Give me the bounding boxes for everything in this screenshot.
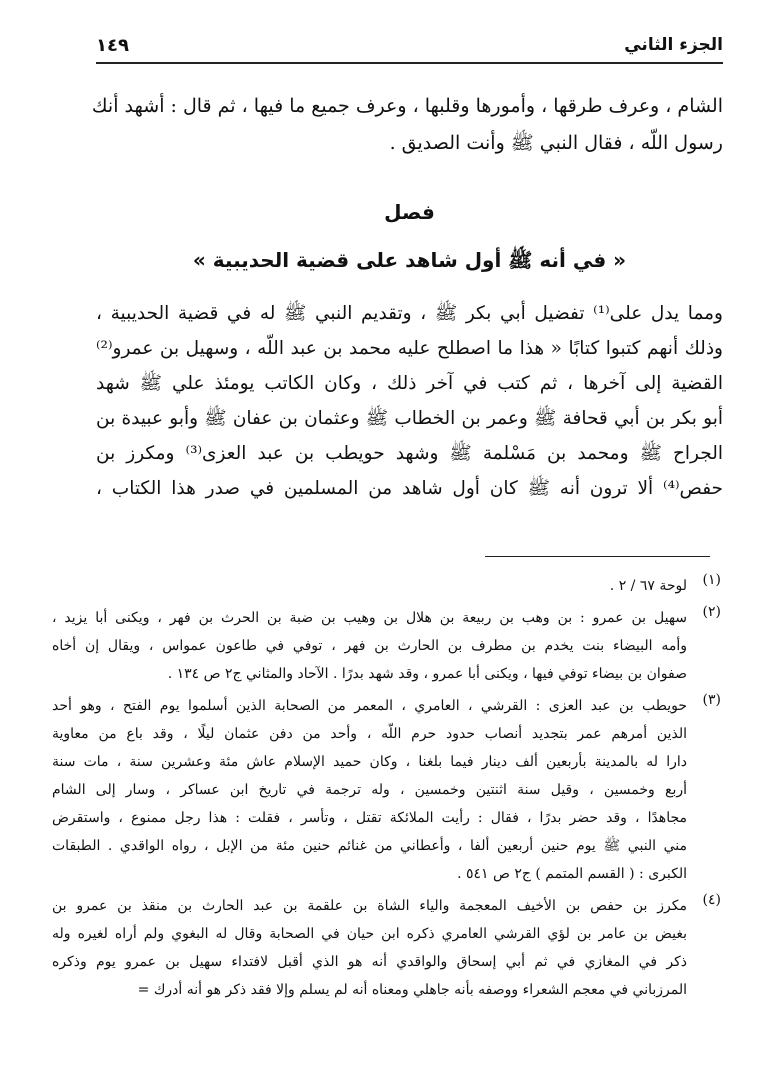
footnote-separator [485, 556, 710, 557]
footnote-line: مجاهدًا ، وقد حضر بدرًا ، فقال : رأيت الملائكة تقتل ، وتأسر ، فقلت : هذا رجل ممنوع ، واستقرض [52, 810, 687, 826]
text-line: حفص⁽⁴⁾ ألا ترون أنه ﷺ كان أول شاهد من المسلمين في صدر هذا الكتاب ، [96, 478, 723, 499]
footnote-line: دارا له بالمدينة بأربعين ألف دينار فيما بلغنا ، وكان حميد الإسلام عاش مئة وعشرين سنة ، مات سنة [52, 754, 687, 770]
footnote-line: ذكر في المغازي في ثم أبي إسحاق والواقدي أنه هو الذي أقبل لافتداء سهيل بن عمرو يوم وذكره [52, 954, 687, 970]
main-paragraph [96, 296, 723, 506]
footnote-line: بغيض بن عامر بن لؤي القرشي العامري ذكره ابن حيان في الصحابة وقال له البغوي ولم أراه لغيره وله [52, 926, 687, 942]
footnote-line: لوحة ٦٧ / ٢ . [609, 578, 687, 594]
footnote-line: صفوان بن بيضاء توفي فيها ، ويكنى أبا عمرو ، وقد شهد بدرًا . الآحاد والمثاني ج٢ ص ١٣٤ . [167, 666, 687, 682]
footnote-1 [52, 572, 721, 600]
footnote-line: المرزباني في معجم الشعراء ووصفه بأنه جاهلي ومعناه أنه لم يسلم وإلا فقد ذكر هو أنه أدرك = [137, 982, 687, 998]
footnote-number: (٤) [702, 892, 721, 908]
page-number: ١٤٩ [96, 34, 129, 56]
text-line: رسول اللّه ، فقال النبي ﷺ وأنت الصديق . [389, 132, 723, 154]
footnote-line: الذين أمرهم عمر بتجديد أنصاب حدود حرم اللّه ، وأحد من دفن عثمان ليلًا ، وقد باع من معاوية [52, 726, 687, 742]
footnote-number: (٢) [702, 604, 721, 620]
text-line: وذلك أنهم كتبوا كتابًا « هذا ما اصطلح عليه محمد بن عبد اللّه ، وسهيل بن عمرو⁽²⁾ [96, 338, 723, 359]
header-title: الجزء الثاني [624, 35, 723, 55]
text-line: الجراح ﷺ ومحمد بن مَسْلمة ﷺ وشهد حويطب بن عبد العزى⁽³⁾ ومكرز بن [96, 443, 723, 464]
section-heading: فصل [384, 200, 435, 224]
footnote-line: مكرز بن حفص بن الأخيف المعجمة والياء الشاة بن علقمة بن عبد الحارث بن منقذ بن عمرو بن [52, 898, 687, 914]
text-line: القضية إلى آخرها ، ثم كتب في آخر ذلك ، وكان الكاتب يومئذ علي ﷺ شهد [96, 373, 723, 394]
footnote-number: (٣) [702, 692, 721, 708]
page-header [96, 28, 723, 64]
footnote-3 [52, 692, 721, 888]
section-subtitle: « في أنه ﷺ أول شاهد على قضية الحديبية » [192, 248, 627, 272]
footnote-line: حويطب بن عبد العزى : القرشي ، العامري ، المعمر من الصحابة الذين أسلموا يوم الفتح ، وهو أحد [52, 698, 687, 714]
footnote-line: وأمه البيضاء بنت يخدم بن مطرف بن الحارث بن فهر ، توفي في طاعون عمواس ، ويقال إن أخاه [52, 638, 687, 654]
footnotes [52, 572, 721, 1008]
footnote-number: (١) [702, 572, 721, 588]
footnote-line: أربع وخمسين ، وقيل سنة اثنتين وخمسين ، وله ترجمة في تاريخ ابن عساكر ، وسار إلى الشام [52, 782, 687, 798]
footnote-line: مني النبي ﷺ يوم حنين أربعين ألفا ، وأعطاني من غنائم حنين مئة من الإبل ، رواه الواقدي . الطبقات [52, 838, 687, 854]
footnote-line: سهيل بن عمرو : بن وهب بن ربيعة بن هلال بن وهيب بن ضبة بن الحرث بن فهر ، ويكنى أبا يزيد ، [52, 610, 687, 626]
text-line: الشام ، وعرف طرقها ، وأمورها وقلبها ، وعرف جميع ما فيها ، ثم قال : أشهد أنك [91, 95, 723, 117]
text-line: أبو بكر بن أبي قحافة ﷺ وعمر بن الخطاب ﷺ وعثمان بن عفان ﷺ وأبو عبيدة بن [96, 408, 723, 429]
footnote-2 [52, 604, 721, 688]
text-line: ومما يدل على⁽¹⁾ تفضيل أبي بكر ﷺ ، وتقديم النبي ﷺ له في قضية الحديبية ، [96, 303, 723, 324]
footnote-line: الكبرى : ( القسم المتمم ) ج٢ ص ٥٤١ . [457, 866, 687, 882]
intro-paragraph [91, 88, 723, 162]
footnote-4 [52, 892, 721, 1004]
